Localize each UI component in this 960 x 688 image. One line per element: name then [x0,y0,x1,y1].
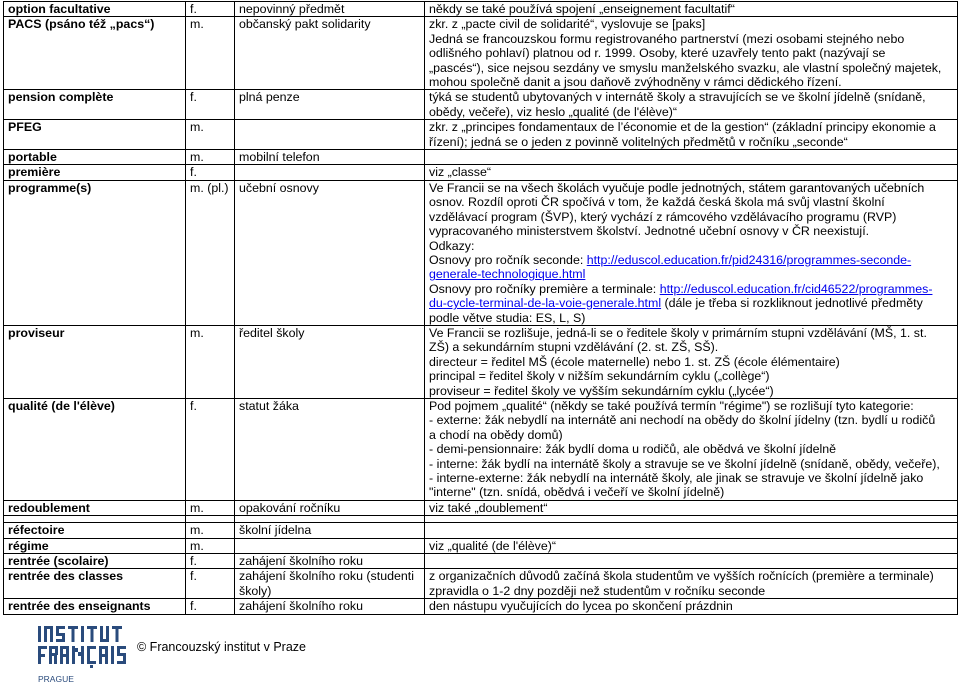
footer [0,610,960,687]
description-line: - externe: žák nebydlí na internátě ani nechodí na obědy do školní jídelny (tzn. bydlí u rodičů [429,413,936,428]
term-cell: première [4,165,186,180]
gender-cell: m. [186,538,235,553]
description-line: den nástupu vyučujících do lycea po skončení prázdnin [429,599,733,614]
spacer-cell [4,516,186,523]
term-cell: réfectoire [4,523,186,538]
description-line: Jedná se francouzskou formu registrovaného partnerství (mezi osobami stejného nebo [429,31,905,46]
glossary-row [4,165,958,180]
glossary-row [4,500,958,515]
description-line: a chodí na obědy domů) [429,427,563,442]
glossary-row [4,554,958,569]
glossary-row [4,523,958,538]
reference-note: (dále je třeba si rozkliknout jednotlivé předměty [661,296,923,311]
description-line: - demi-pensionnaire: žák bydlí doma u rodičů, ale obědvá ve školní jídelně [429,442,837,457]
glossary-row [4,17,958,90]
translation-cell [235,538,425,553]
spacer-row [4,516,958,523]
term-cell: portable [4,150,186,165]
description-line: podle větve studia: ES, L, S) [429,310,586,325]
translation-cell: plná penze [235,90,425,120]
gender-cell: m. [186,120,235,150]
glossary-row [4,180,958,325]
term-cell: régime [4,538,186,553]
description-line: z organizačních důvodů začíná škola studentům ve vyšších ročnících (première a terminale) [429,569,934,584]
spacer-cell [425,516,958,523]
translation-cell: statut žáka [235,398,425,500]
description-line: mohou společně danit a jsou daňově zvýhodněny v rámci dědického řízení. [429,75,842,90]
reference-line [429,282,953,296]
translation-cell: školní jídelna [235,523,425,538]
reference-link[interactable]: du-cycle-terminal-de-la-voie-generale.html [429,296,662,311]
gender-cell: f. [186,554,235,569]
description-line: zpravidla o 1-2 dny později než studentům v ročníku seconde [429,583,766,598]
gender-cell: f. [186,599,235,614]
translation-cell [235,120,425,150]
glossary-row [4,150,958,165]
description-line: viz také „doublement“ [429,500,548,515]
gender-cell: m. [186,500,235,515]
gender-cell: f. [186,569,235,599]
institut-francais-logo [38,618,128,688]
term-cell: redoublement [4,500,186,515]
translation-cell [235,165,425,180]
term-cell: rentrée des classes [4,569,186,599]
glossary-table [3,1,958,615]
description-line: někdy se také používá spojení „enseignement facultatif“ [429,2,735,16]
gender-cell: m. [186,17,235,90]
description-line: obědy, večeře), viz heslo „qualité (de l'élève)“ [429,104,677,119]
description-cell [425,2,958,17]
term-cell: pension complète [4,90,186,120]
glossary-row [4,325,958,398]
description-line: „pascés“), sice nejsou sezdány ve smyslu manželského svazku, ale vlastní společný majetek, [429,60,942,75]
description-line: - interne: žák bydlí na internátě školy a stravuje se ve školní jídelně (snídaně, obědy, večeře), [429,456,940,471]
description-cell [425,165,958,180]
description-cell [425,554,958,569]
term-cell: PACS (psáno též „pacs“) [4,17,186,90]
description-cell [425,17,958,90]
description-cell [425,120,958,150]
spacer-cell [186,516,235,523]
description-line: "interne" (tzn. snídá, obědvá i večeří ve školní jídelně) [429,485,725,500]
gender-cell: m. (pl.) [186,180,235,325]
reference-link[interactable]: generale-technologique.html [429,267,586,282]
reference-link[interactable]: http://eduscol.education.fr/cid46522/programmes- [659,281,933,296]
glossary-row [4,569,958,599]
term-cell: rentrée des enseignants [4,599,186,614]
description-line: osnov. Rozdíl oproti ČR spočívá v tom, že každá česká škola má svůj vlastní školní [429,195,885,210]
description-cell [425,180,958,325]
glossary-row [4,90,958,120]
description-line: zkr. z „principes fondamentaux de l’économie et de la gestion“ (základní principy ekonomie a [429,120,936,135]
description-cell [425,150,958,165]
translation-cell: zahájení školního roku (studenti školy) [235,569,425,599]
gender-cell: f. [186,165,235,180]
copyright-text: © Francouzský institut v Praze [137,640,306,654]
description-cell [425,90,958,120]
spacer-cell [235,516,425,523]
reference-line [429,253,953,267]
description-line: vzdělávací program (ŠVP), který vychází z rámcového vzdělávacího programu (RVP) [429,209,897,224]
description-line: directeur = ředitel MŠ (école maternelle) nebo 1. st. ZŠ (école élémentaire) [429,354,840,369]
term-cell: PFEG [4,120,186,150]
reference-label: Osnovy pro ročníky première a terminale: [429,281,660,296]
translation-cell: zahájení školního roku [235,554,425,569]
term-cell: qualité (de l'élève) [4,398,186,500]
description-line: Ve Francii se rozlišuje, jedná-li se o ředitele školy v primárním stupni vzdělávání (MŠ, 1. st. [429,325,927,340]
translation-cell: učební osnovy [235,180,425,325]
description-line: vypracovaného ministerstvem školství. Jednotné učební osnovy v ČR neexistují. [429,224,870,239]
translation-cell: ředitel školy [235,325,425,398]
term-cell: proviseur [4,325,186,398]
gender-cell: f. [186,90,235,120]
gender-cell: f. [186,2,235,17]
gender-cell: m. [186,325,235,398]
description-line: týká se studentů ubytovaných v internátě školy a stravujících se ve školní jídelně (snídaně, [429,90,926,105]
gender-cell: m. [186,150,235,165]
description-cell [425,325,958,398]
description-cell [425,538,958,553]
translation-cell: občanský pakt solidarity [235,17,425,90]
description-cell [425,569,958,599]
translation-cell: mobilní telefon [235,150,425,165]
description-cell [425,500,958,515]
description-line: řízení); jedná se o jeden z povinně volitelných předmětů v ročníku „seconde“ [429,134,848,149]
gender-cell: m. [186,523,235,538]
translation-cell: nepovinný předmět [235,2,425,17]
description-line: principal = ředitel školy v nižším sekundárním cyklu („collège“) [429,369,770,384]
reference-line [429,296,953,310]
description-line: Odkazy: [429,238,475,253]
description-line: Pod pojmem „qualité“ (někdy se také používá termín "régime") se rozlišují tyto kategorie: [429,398,914,413]
description-cell [425,523,958,538]
translation-cell: opakování ročníku [235,500,425,515]
description-line: odlišného pohlaví) platnou od r. 1999. Osoby, které uzavřely tento pakt (nazývají se [429,46,886,61]
glossary-row [4,120,958,150]
description-line: proviseur = ředitel školy ve vyšším sekundárním cyklu („lycée“) [429,383,774,398]
description-line: viz „qualité (de l'élève)“ [429,538,557,553]
glossary-row [4,2,958,17]
description-line: ZŠ) a sekundárním stupni vzdělávání (2. st. ZŠ, SŠ). [429,340,719,355]
logo-prague-text: PRAGUE [38,674,74,684]
reference-link[interactable]: http://eduscol.education.fr/pid24316/programmes-seconde- [586,252,912,267]
term-cell: programme(s) [4,180,186,325]
glossary-row [4,538,958,553]
description-cell [425,398,958,500]
reference-label: Osnovy pro ročník seconde: [429,252,587,267]
gender-cell: f. [186,398,235,500]
term-cell: option facultative [4,2,186,17]
description-line: Ve Francii se na všech školách vyučuje podle jednotných, státem garantovaných učebních [429,180,925,195]
glossary-body [4,2,958,615]
reference-line [429,267,953,281]
glossary-row [4,398,958,500]
term-cell: rentrée (scolaire) [4,554,186,569]
translation-cell: zahájení školního roku [235,599,425,614]
description-line: - interne-externe: žák nebydlí na internátě školy, ale jinak se stravuje ve školní jídelně jako [429,471,924,485]
description-line: viz „classe“ [429,165,491,180]
description-line: zkr. z „pacte civil de solidarité“, vyslovuje se [paks] [429,17,706,32]
